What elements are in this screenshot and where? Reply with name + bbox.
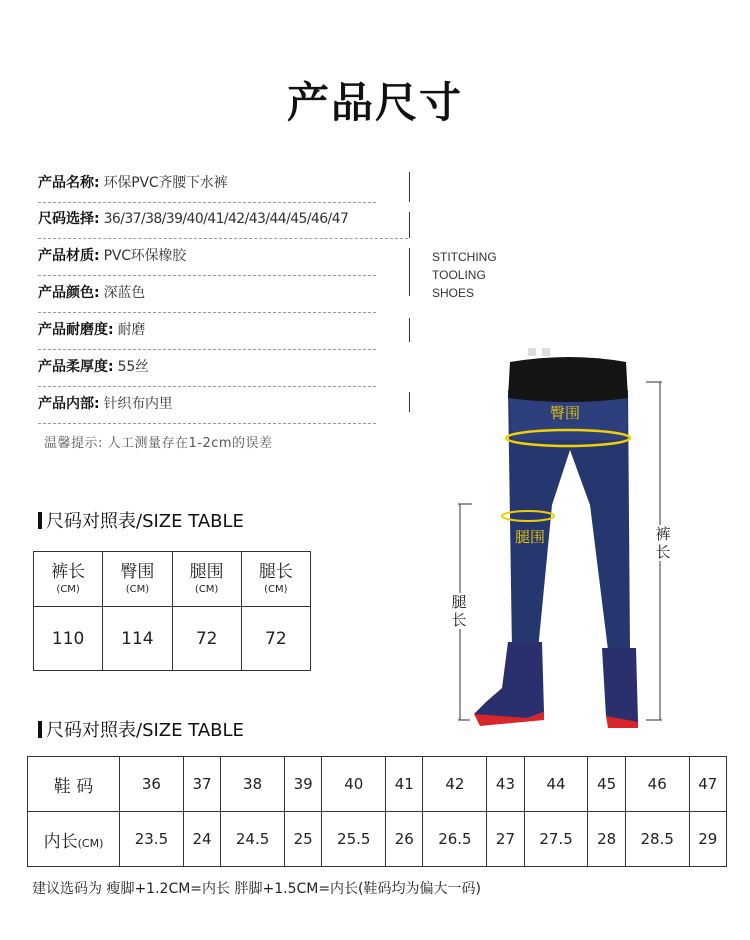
hip-label: 臀围 <box>550 404 581 422</box>
shoe-size-cell: 39 <box>285 757 322 812</box>
spec-row-durability <box>38 314 376 350</box>
title-bar <box>38 512 42 529</box>
value-cell: 72 <box>172 607 241 671</box>
divider <box>409 248 410 296</box>
header-unit: (CM) <box>194 584 219 595</box>
spec-value: PVC环保橡胶 <box>103 248 187 264</box>
stitching-line: TOOLING <box>432 268 486 282</box>
header-name: 裤长 <box>51 562 86 582</box>
spec-value: 环保PVC齐腰下水裤 <box>103 175 228 191</box>
inner-length-label: 内长 <box>43 831 78 852</box>
inner-length-cell: 25.5 <box>322 812 386 867</box>
header-unit: (CM) <box>125 584 150 595</box>
divider <box>409 172 410 202</box>
spec-row-material <box>38 240 376 276</box>
spec-label: 产品颜色: <box>38 285 100 301</box>
inner-length-cell: 26 <box>386 812 423 867</box>
thigh-label: 腿围 <box>515 528 546 546</box>
header-name: 腿围 <box>189 562 224 582</box>
size-table-shoes <box>27 756 727 867</box>
header-name: 腿长 <box>258 562 293 582</box>
header-cell <box>241 552 310 607</box>
title-bar <box>38 721 42 738</box>
header-cell <box>103 552 172 607</box>
shoe-size-cell: 41 <box>386 757 423 812</box>
header-cell <box>172 552 241 607</box>
stitching-line: SHOES <box>432 286 475 300</box>
header-cell <box>34 552 103 607</box>
measurement-note: 温馨提示: 人工测量存在1-2cm的误差 <box>44 436 273 451</box>
value-cell: 114 <box>103 607 172 671</box>
shoe-size-cell: 47 <box>689 757 726 812</box>
divider <box>409 212 410 238</box>
spec-value: 55丝 <box>117 359 149 375</box>
inner-length-cell: 26.5 <box>423 812 487 867</box>
spec-row-name <box>38 167 376 203</box>
size-table-title-text: 尺码对照表/SIZE TABLE <box>46 511 244 532</box>
value-cell: 110 <box>34 607 103 671</box>
spec-row-size <box>38 203 408 239</box>
spec-value: 36/37/38/39/40/41/42/43/44/45/46/47 <box>103 211 349 227</box>
header-name: 臀围 <box>120 562 155 582</box>
strap-tab <box>528 348 536 356</box>
stitching-line: STITCHING <box>432 250 497 264</box>
inner-length-cell: 27 <box>487 812 524 867</box>
inner-length-cell: 24.5 <box>221 812 285 867</box>
spec-value: 深蓝色 <box>103 285 146 301</box>
spec-label: 产品耐磨度: <box>38 322 114 338</box>
spec-label: 产品名称: <box>38 175 100 191</box>
shoe-size-cell: 46 <box>625 757 689 812</box>
divider <box>409 318 410 342</box>
inner-length-cell: 28.5 <box>625 812 689 867</box>
shoe-size-cell: 37 <box>183 757 220 812</box>
spec-label: 产品柔厚度: <box>38 359 114 375</box>
right-boot <box>602 648 638 722</box>
shoe-size-cell: 45 <box>588 757 625 812</box>
shoe-size-cell: 40 <box>322 757 386 812</box>
spec-value: 耐磨 <box>117 322 146 338</box>
size-advice: 建议选码为 瘦脚+1.2CM=内长 胖脚+1.5CM=内长(鞋码均为偏大一码) <box>32 881 481 897</box>
inner-length-cell: 24 <box>183 812 220 867</box>
size-table-pants <box>33 551 311 671</box>
spec-label: 尺码选择: <box>38 211 100 227</box>
leg-length-label: 腿长 <box>451 593 467 629</box>
header-unit: (CM) <box>56 584 80 595</box>
spec-row-color <box>38 277 376 313</box>
size-table-title <box>38 507 244 533</box>
spec-value: 针织布内里 <box>103 396 173 412</box>
header-unit: (CM) <box>264 584 288 595</box>
strap-tab <box>542 348 550 356</box>
stitching-text <box>432 248 497 302</box>
shoe-size-cell: 38 <box>221 757 285 812</box>
shoe-size-cell: 43 <box>487 757 524 812</box>
shoe-size-cell: 44 <box>524 757 588 812</box>
inner-length-cell: 25 <box>285 812 322 867</box>
row-label-inner-length <box>28 812 120 867</box>
shoe-size-cell: 42 <box>423 757 487 812</box>
page-title: 产品尺寸 <box>286 78 463 127</box>
inner-length-cell: 28 <box>588 812 625 867</box>
spec-label: 产品内部: <box>38 396 100 412</box>
shoe-size-table-title-text: 尺码对照表/SIZE TABLE <box>46 720 244 741</box>
shoe-size-cell: 36 <box>120 757 184 812</box>
inner-length-cell: 23.5 <box>120 812 184 867</box>
left-boot <box>474 642 544 722</box>
inner-length-cell: 27.5 <box>524 812 588 867</box>
waist-band <box>508 357 628 402</box>
shoe-size-table-title <box>38 716 244 742</box>
value-cell: 72 <box>241 607 310 671</box>
spec-row-thickness <box>38 351 376 387</box>
divider <box>409 392 410 412</box>
spec-row-lining <box>38 388 376 424</box>
inner-length-unit: (CM) <box>77 836 104 850</box>
inner-length-cell: 29 <box>689 812 726 867</box>
spec-label: 产品材质: <box>38 248 100 264</box>
row-label-shoe-size: 鞋 码 <box>28 757 120 812</box>
pants-length-label: 裤长 <box>655 525 671 561</box>
